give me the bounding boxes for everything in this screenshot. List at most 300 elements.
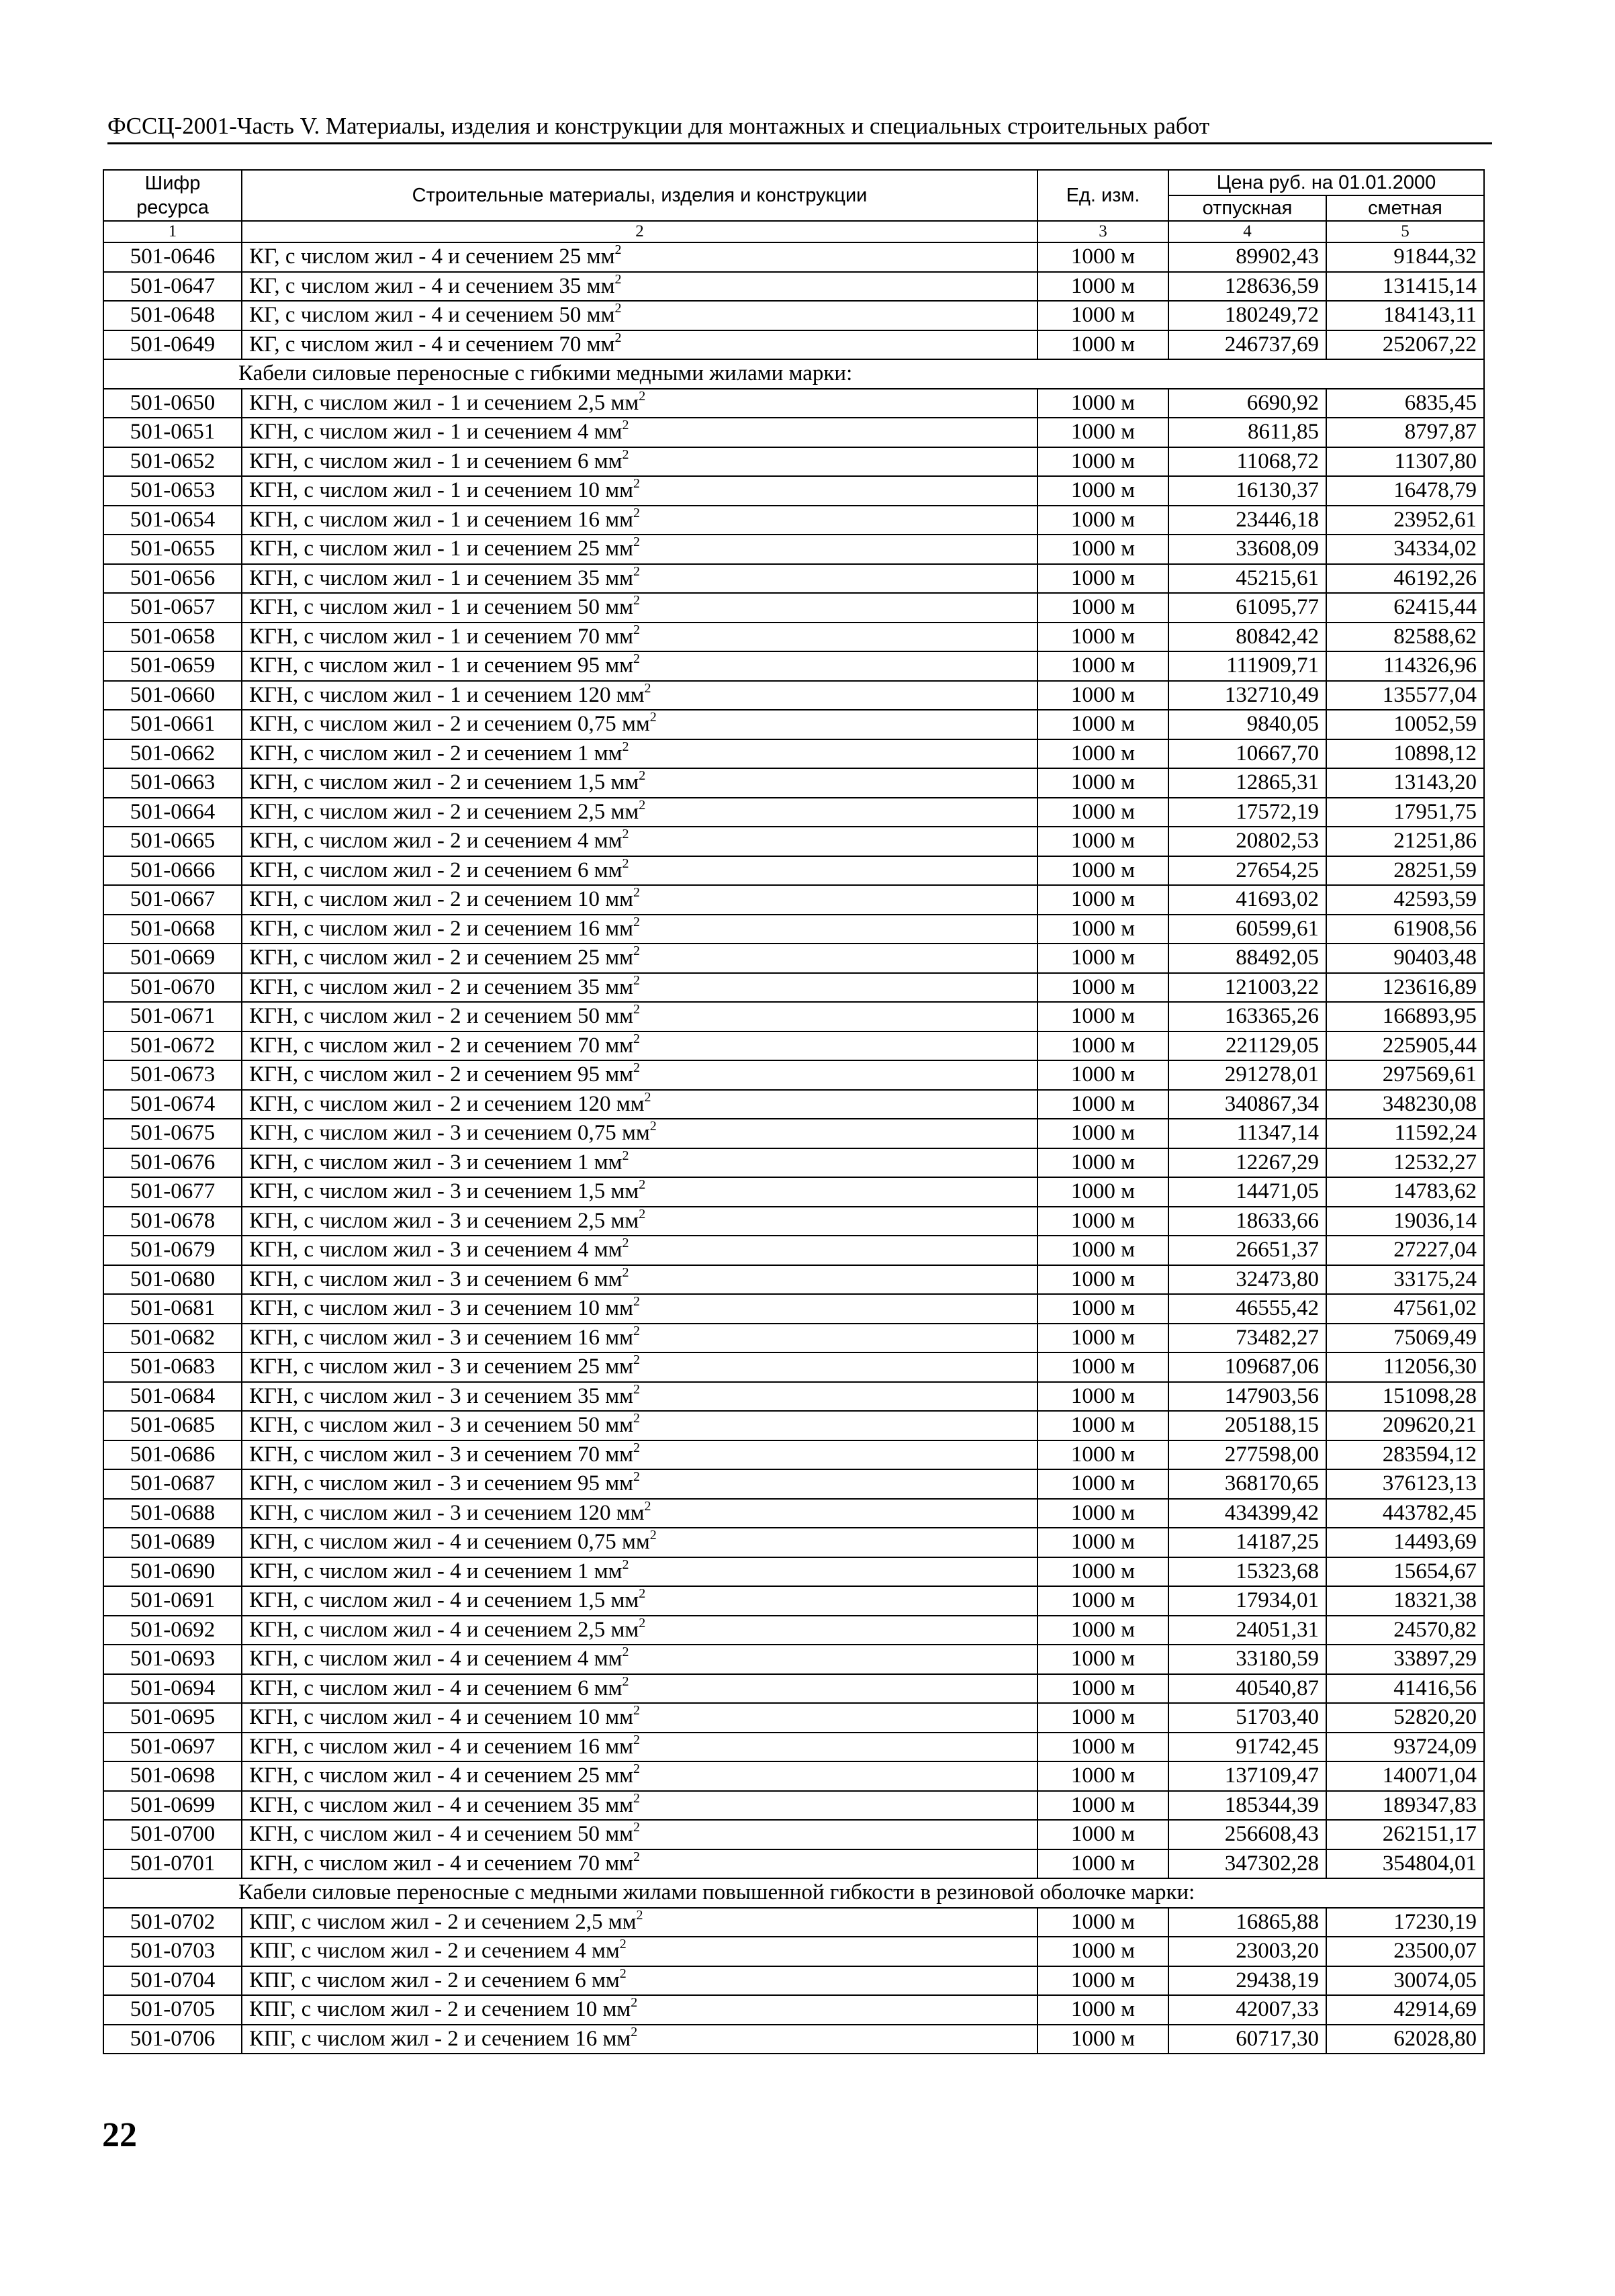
unit-exponent: 2	[639, 388, 646, 404]
material-name-text: КГН, с числом жил - 2 и сечением 4 мм	[249, 829, 622, 854]
resource-code: 501-0653	[103, 476, 242, 506]
material-name-text: КГ, с числом жил - 4 и сечением 25 мм	[249, 244, 615, 269]
unit-exponent: 2	[649, 710, 657, 725]
material-name-text: КГН, с числом жил - 1 и сечением 120 мм	[249, 682, 645, 707]
release-price: 24051,31	[1168, 1616, 1326, 1645]
material-name-text: КГ, с числом жил - 4 и сечением 70 мм	[249, 332, 615, 357]
table-row	[103, 1791, 1484, 1821]
release-price: 14471,05	[1168, 1177, 1326, 1207]
material-name	[242, 476, 1037, 506]
material-name	[242, 1294, 1037, 1324]
unit-cell: 1000 м	[1037, 1236, 1168, 1265]
unit-exponent: 2	[633, 914, 641, 929]
material-name	[242, 1761, 1037, 1791]
material-name-text: КГН, с числом жил - 3 и сечением 35 мм	[249, 1383, 634, 1408]
unit-exponent: 2	[622, 418, 629, 433]
unit-exponent: 2	[614, 271, 622, 287]
material-name	[242, 623, 1037, 652]
column-number: 4	[1168, 221, 1326, 242]
resource-code: 501-0666	[103, 856, 242, 886]
material-name	[242, 272, 1037, 302]
unit-exponent: 2	[633, 1381, 641, 1397]
release-price: 434399,42	[1168, 1499, 1326, 1528]
estimate-price: 90403,48	[1326, 944, 1484, 973]
release-price: 23003,20	[1168, 1937, 1326, 1966]
release-price: 33608,09	[1168, 535, 1326, 564]
material-name-text: КГН, с числом жил - 2 и сечением 70 мм	[249, 1033, 634, 1058]
table-row	[103, 1528, 1484, 1557]
column-number: 2	[242, 221, 1037, 242]
estimate-price: 75069,49	[1326, 1324, 1484, 1353]
material-name-text: КГН, с числом жил - 2 и сечением 35 мм	[249, 974, 634, 999]
table-row	[103, 447, 1484, 477]
unit-cell: 1000 м	[1037, 798, 1168, 827]
material-name	[242, 856, 1037, 886]
unit-exponent: 2	[633, 1352, 641, 1368]
estimate-price: 10052,59	[1326, 710, 1484, 739]
material-name	[242, 1616, 1037, 1645]
material-name-text: КГН, с числом жил - 3 и сечением 10 мм	[249, 1296, 634, 1321]
resource-code: 501-0659	[103, 651, 242, 681]
unit-cell: 1000 м	[1037, 1528, 1168, 1557]
unit-cell: 1000 м	[1037, 1616, 1168, 1645]
material-name-text: КГН, с числом жил - 3 и сечением 4 мм	[249, 1238, 622, 1262]
resource-code: 501-0649	[103, 330, 242, 360]
table-row	[103, 1265, 1484, 1295]
estimate-price: 91844,32	[1326, 242, 1484, 272]
column-number: 1	[103, 221, 242, 242]
unit-exponent: 2	[633, 651, 641, 667]
material-name-text: КГН, с числом жил - 3 и сечением 0,75 мм	[249, 1121, 650, 1146]
table-row	[103, 1440, 1484, 1470]
release-price: 51703,40	[1168, 1703, 1326, 1733]
release-price: 291278,01	[1168, 1060, 1326, 1090]
material-name-text: КПГ, с числом жил - 2 и сечением 6 мм	[249, 1968, 620, 1992]
material-name	[242, 389, 1037, 418]
estimate-price: 11592,24	[1326, 1119, 1484, 1148]
material-name	[242, 1499, 1037, 1528]
table-row	[103, 1995, 1484, 2025]
release-price: 80842,42	[1168, 623, 1326, 652]
unit-exponent: 2	[633, 1849, 641, 1864]
material-name-text: КГ, с числом жил - 4 и сечением 50 мм	[249, 303, 615, 328]
table-row	[103, 1177, 1484, 1207]
release-price: 8611,85	[1168, 418, 1326, 447]
material-name	[242, 681, 1037, 710]
estimate-price: 34334,02	[1326, 535, 1484, 564]
resource-code: 501-0683	[103, 1352, 242, 1382]
material-name	[242, 1820, 1037, 1849]
estimate-price: 16478,79	[1326, 476, 1484, 506]
material-name-text: КГН, с числом жил - 3 и сечением 1,5 мм	[249, 1179, 639, 1204]
table-row	[103, 1119, 1484, 1148]
table-row	[103, 272, 1484, 302]
release-price: 147903,56	[1168, 1382, 1326, 1412]
material-name-text: КГН, с числом жил - 4 и сечением 16 мм	[249, 1734, 634, 1759]
release-price: 42007,33	[1168, 1995, 1326, 2025]
unit-exponent: 2	[649, 1528, 657, 1543]
material-name-text: КГН, с числом жил - 1 и сечением 10 мм	[249, 478, 634, 503]
estimate-price: 62415,44	[1326, 593, 1484, 623]
resource-code: 501-0689	[103, 1528, 242, 1557]
material-name	[242, 1966, 1037, 1996]
unit-cell: 1000 м	[1037, 768, 1168, 798]
table-row	[103, 1499, 1484, 1528]
release-price: 277598,00	[1168, 1440, 1326, 1470]
estimate-price: 23500,07	[1326, 1937, 1484, 1966]
release-price: 368170,65	[1168, 1469, 1326, 1499]
material-name	[242, 973, 1037, 1003]
release-price: 60717,30	[1168, 2025, 1326, 2054]
material-name	[242, 1528, 1037, 1557]
unit-cell: 1000 м	[1037, 1265, 1168, 1295]
material-name	[242, 1207, 1037, 1236]
estimate-price: 46192,26	[1326, 564, 1484, 594]
release-price: 11347,14	[1168, 1119, 1326, 1148]
resource-code: 501-0677	[103, 1177, 242, 1207]
unit-exponent: 2	[633, 476, 641, 492]
material-name	[242, 768, 1037, 798]
unit-exponent: 2	[619, 1937, 627, 1952]
estimate-price: 166893,95	[1326, 1002, 1484, 1031]
unit-cell: 1000 м	[1037, 827, 1168, 856]
table-row	[103, 1586, 1484, 1616]
resource-code: 501-0658	[103, 623, 242, 652]
resource-code: 501-0703	[103, 1937, 242, 1966]
material-name	[242, 1469, 1037, 1499]
unit-exponent: 2	[633, 1294, 641, 1310]
unit-cell: 1000 м	[1037, 1324, 1168, 1353]
material-name	[242, 1002, 1037, 1031]
release-price: 11068,72	[1168, 447, 1326, 477]
unit-cell: 1000 м	[1037, 1031, 1168, 1061]
column-header-code: Шифр ресурса	[103, 170, 242, 221]
material-name	[242, 1849, 1037, 1879]
unit-exponent: 2	[633, 944, 641, 959]
table-row	[103, 1469, 1484, 1499]
table-row	[103, 1411, 1484, 1440]
material-name-text: КГН, с числом жил - 1 и сечением 70 мм	[249, 624, 634, 649]
estimate-price: 151098,28	[1326, 1382, 1484, 1412]
material-name-text: КГН, с числом жил - 4 и сечением 2,5 мм	[249, 1617, 639, 1642]
resource-code: 501-0698	[103, 1761, 242, 1791]
material-name	[242, 710, 1037, 739]
table-row	[103, 710, 1484, 739]
unit-exponent: 2	[622, 1557, 629, 1572]
unit-exponent: 2	[633, 1440, 641, 1455]
resource-code: 501-0656	[103, 564, 242, 594]
resource-code: 501-0675	[103, 1119, 242, 1148]
unit-cell: 1000 м	[1037, 1820, 1168, 1849]
unit-cell: 1000 м	[1037, 651, 1168, 681]
resource-code: 501-0699	[103, 1791, 242, 1821]
unit-exponent: 2	[633, 1469, 641, 1485]
estimate-price: 62028,80	[1326, 2025, 1484, 2054]
table-row	[103, 1060, 1484, 1090]
resource-code: 501-0690	[103, 1557, 242, 1587]
estimate-price: 189347,83	[1326, 1791, 1484, 1821]
unit-exponent: 2	[633, 1703, 641, 1718]
unit-exponent: 2	[633, 1002, 641, 1017]
material-name	[242, 1382, 1037, 1412]
table-row	[103, 885, 1484, 915]
estimate-price: 33175,24	[1326, 1265, 1484, 1295]
unit-cell: 1000 м	[1037, 1499, 1168, 1528]
resource-code: 501-0688	[103, 1499, 242, 1528]
unit-cell: 1000 м	[1037, 1382, 1168, 1412]
table-row	[103, 651, 1484, 681]
material-name	[242, 1733, 1037, 1762]
material-name	[242, 2025, 1037, 2054]
material-name-text: КГН, с числом жил - 2 и сечением 95 мм	[249, 1062, 634, 1087]
release-price: 163365,26	[1168, 1002, 1326, 1031]
estimate-price: 443782,45	[1326, 1499, 1484, 1528]
material-name-text: КГН, с числом жил - 2 и сечением 1 мм	[249, 741, 622, 766]
material-name	[242, 506, 1037, 535]
estimate-price: 123616,89	[1326, 973, 1484, 1003]
section-row	[103, 359, 1484, 389]
estimate-price: 112056,30	[1326, 1352, 1484, 1382]
release-price: 40540,87	[1168, 1674, 1326, 1704]
price-table	[103, 169, 1485, 2054]
material-name-text: КГН, с числом жил - 4 и сечением 6 мм	[249, 1675, 622, 1700]
resource-code: 501-0705	[103, 1995, 242, 2025]
table-row	[103, 1382, 1484, 1412]
unit-cell: 1000 м	[1037, 944, 1168, 973]
unit-cell: 1000 м	[1037, 1294, 1168, 1324]
material-name	[242, 1557, 1037, 1587]
unit-cell: 1000 м	[1037, 1207, 1168, 1236]
material-name	[242, 798, 1037, 827]
resource-code: 501-0670	[103, 973, 242, 1003]
unit-cell: 1000 м	[1037, 710, 1168, 739]
release-price: 9840,05	[1168, 710, 1326, 739]
column-header-estimate: сметная	[1326, 195, 1484, 221]
release-price: 27654,25	[1168, 856, 1326, 886]
resource-code: 501-0647	[103, 272, 242, 302]
column-header-price: Цена руб. на 01.01.2000	[1168, 170, 1484, 195]
release-price: 89902,43	[1168, 242, 1326, 272]
unit-exponent: 2	[633, 1411, 641, 1426]
table-row	[103, 739, 1484, 769]
unit-cell: 1000 м	[1037, 1119, 1168, 1148]
release-price: 205188,15	[1168, 1411, 1326, 1440]
unit-exponent: 2	[622, 856, 629, 871]
estimate-price: 262151,17	[1326, 1820, 1484, 1849]
resource-code: 501-0651	[103, 418, 242, 447]
material-name-text: КГН, с числом жил - 1 и сечением 6 мм	[249, 449, 622, 473]
material-name-text: КПГ, с числом жил - 2 и сечением 16 мм	[249, 2026, 631, 2051]
table-row	[103, 2025, 1484, 2054]
table-row	[103, 1674, 1484, 1704]
material-name-text: КГН, с числом жил - 3 и сечением 6 мм	[249, 1267, 622, 1291]
material-name-text: КГН, с числом жил - 1 и сечением 16 мм	[249, 507, 634, 532]
material-name	[242, 885, 1037, 915]
estimate-price: 283594,12	[1326, 1440, 1484, 1470]
material-name	[242, 1324, 1037, 1353]
unit-exponent: 2	[633, 593, 641, 608]
release-price: 26651,37	[1168, 1236, 1326, 1265]
material-name	[242, 1119, 1037, 1148]
table-row	[103, 798, 1484, 827]
material-name	[242, 827, 1037, 856]
resource-code: 501-0700	[103, 1820, 242, 1849]
material-name-text: КПГ, с числом жил - 2 и сечением 10 мм	[249, 1997, 631, 2022]
page-number: 22	[102, 2116, 137, 2154]
unit-cell: 1000 м	[1037, 1995, 1168, 2025]
estimate-price: 252067,22	[1326, 330, 1484, 360]
release-price: 33180,59	[1168, 1645, 1326, 1674]
unit-exponent: 2	[639, 768, 646, 784]
unit-cell: 1000 м	[1037, 242, 1168, 272]
unit-cell: 1000 м	[1037, 593, 1168, 623]
resource-code: 501-0701	[103, 1849, 242, 1879]
unit-exponent: 2	[631, 1995, 638, 2011]
material-name	[242, 1995, 1037, 2025]
column-header-unit: Ед. изм.	[1037, 170, 1168, 221]
unit-exponent: 2	[633, 505, 641, 520]
section-title: Кабели силовые переносные с гибкими медными жилами марки:	[103, 359, 1484, 389]
unit-exponent: 2	[622, 1673, 629, 1689]
table-row	[103, 1937, 1484, 1966]
resource-code: 501-0687	[103, 1469, 242, 1499]
estimate-price: 11307,80	[1326, 447, 1484, 477]
table-row	[103, 856, 1484, 886]
material-name-text: КГН, с числом жил - 4 и сечением 0,75 мм	[249, 1530, 650, 1555]
resource-code: 501-0676	[103, 1148, 242, 1178]
estimate-price: 348230,08	[1326, 1090, 1484, 1119]
material-name	[242, 651, 1037, 681]
column-number: 3	[1037, 221, 1168, 242]
estimate-price: 52820,20	[1326, 1703, 1484, 1733]
table-row	[103, 535, 1484, 564]
release-price: 137109,47	[1168, 1761, 1326, 1791]
release-price: 91742,45	[1168, 1733, 1326, 1762]
unit-cell: 1000 м	[1037, 1060, 1168, 1090]
estimate-price: 354804,01	[1326, 1849, 1484, 1879]
material-name	[242, 1703, 1037, 1733]
resource-code: 501-0694	[103, 1674, 242, 1704]
unit-cell: 1000 м	[1037, 447, 1168, 477]
unit-exponent: 2	[622, 447, 629, 462]
unit-cell: 1000 м	[1037, 476, 1168, 506]
table-row	[103, 330, 1484, 360]
resource-code: 501-0662	[103, 739, 242, 769]
estimate-price: 61908,56	[1326, 915, 1484, 944]
material-name-text: КГН, с числом жил - 3 и сечением 50 мм	[249, 1413, 634, 1438]
material-name	[242, 1090, 1037, 1119]
release-price: 10667,70	[1168, 739, 1326, 769]
unit-exponent: 2	[633, 1761, 641, 1777]
unit-cell: 1000 м	[1037, 506, 1168, 535]
material-name-text: КГН, с числом жил - 4 и сечением 70 мм	[249, 1851, 634, 1876]
material-name	[242, 1586, 1037, 1616]
unit-exponent: 2	[633, 535, 641, 550]
resource-code: 501-0664	[103, 798, 242, 827]
release-price: 128636,59	[1168, 272, 1326, 302]
release-price: 18633,66	[1168, 1207, 1326, 1236]
estimate-price: 42914,69	[1326, 1995, 1484, 2025]
estimate-price: 140071,04	[1326, 1761, 1484, 1791]
resource-code: 501-0661	[103, 710, 242, 739]
release-price: 256608,43	[1168, 1820, 1326, 1849]
unit-cell: 1000 м	[1037, 915, 1168, 944]
unit-exponent: 2	[633, 563, 641, 579]
material-name	[242, 1411, 1037, 1440]
resource-code: 501-0674	[103, 1090, 242, 1119]
release-price: 16865,88	[1168, 1908, 1326, 1937]
material-name-text: КГН, с числом жил - 4 и сечением 4 мм	[249, 1647, 622, 1671]
table-row	[103, 944, 1484, 973]
material-name-text: КГН, с числом жил - 4 и сечением 10 мм	[249, 1705, 634, 1730]
release-price: 61095,77	[1168, 593, 1326, 623]
material-name	[242, 944, 1037, 973]
table-row	[103, 1002, 1484, 1031]
table-row	[103, 593, 1484, 623]
unit-exponent: 2	[633, 1820, 641, 1835]
column-header-name: Строительные материалы, изделия и конструкции	[242, 170, 1037, 221]
resource-code: 501-0686	[103, 1440, 242, 1470]
unit-exponent: 2	[614, 301, 622, 316]
table-row	[103, 681, 1484, 710]
table-row	[103, 1294, 1484, 1324]
material-name	[242, 1645, 1037, 1674]
unit-cell: 1000 м	[1037, 856, 1168, 886]
material-name-text: КГН, с числом жил - 1 и сечением 50 мм	[249, 595, 634, 620]
unit-exponent: 2	[622, 1148, 629, 1163]
unit-cell: 1000 м	[1037, 535, 1168, 564]
table-row	[103, 1849, 1484, 1879]
unit-cell: 1000 м	[1037, 1440, 1168, 1470]
material-name	[242, 1674, 1037, 1704]
unit-cell: 1000 м	[1037, 885, 1168, 915]
table-row	[103, 389, 1484, 418]
table-row	[103, 1031, 1484, 1061]
table-row	[103, 1090, 1484, 1119]
unit-exponent: 2	[633, 622, 641, 637]
unit-cell: 1000 м	[1037, 2025, 1168, 2054]
resource-code: 501-0681	[103, 1294, 242, 1324]
page-header: ФССЦ-2001-Часть V. Материалы, изделия и конструкции для монтажных и специальных строительных работ	[107, 111, 1492, 144]
unit-cell: 1000 м	[1037, 1148, 1168, 1178]
release-price: 111909,71	[1168, 651, 1326, 681]
table-row	[103, 242, 1484, 272]
material-name-text: КГН, с числом жил - 3 и сечением 2,5 мм	[249, 1208, 639, 1233]
estimate-price: 15654,67	[1326, 1557, 1484, 1587]
release-price: 6690,92	[1168, 389, 1326, 418]
estimate-price: 28251,59	[1326, 856, 1484, 886]
section-title: Кабели силовые переносные с медными жилами повышенной гибкости в резиновой оболочке марки:	[103, 1878, 1484, 1908]
material-name	[242, 418, 1037, 447]
unit-exponent: 2	[633, 1790, 641, 1806]
material-name-text: КГН, с числом жил - 3 и сечением 120 мм	[249, 1500, 645, 1525]
material-name	[242, 535, 1037, 564]
resource-code: 501-0691	[103, 1586, 242, 1616]
material-name-text: КГН, с числом жил - 2 и сечением 2,5 мм	[249, 799, 639, 824]
estimate-price: 42593,59	[1326, 885, 1484, 915]
estimate-price: 41416,56	[1326, 1674, 1484, 1704]
unit-exponent: 2	[633, 1732, 641, 1747]
table-row	[103, 301, 1484, 330]
material-name	[242, 593, 1037, 623]
unit-cell: 1000 м	[1037, 1761, 1168, 1791]
estimate-price: 135577,04	[1326, 681, 1484, 710]
unit-cell: 1000 м	[1037, 1645, 1168, 1674]
resource-code: 501-0706	[103, 2025, 242, 2054]
material-name-text: КГН, с числом жил - 3 и сечением 25 мм	[249, 1354, 634, 1379]
table-row	[103, 768, 1484, 798]
material-name-text: КГН, с числом жил - 4 и сечением 35 мм	[249, 1792, 634, 1817]
